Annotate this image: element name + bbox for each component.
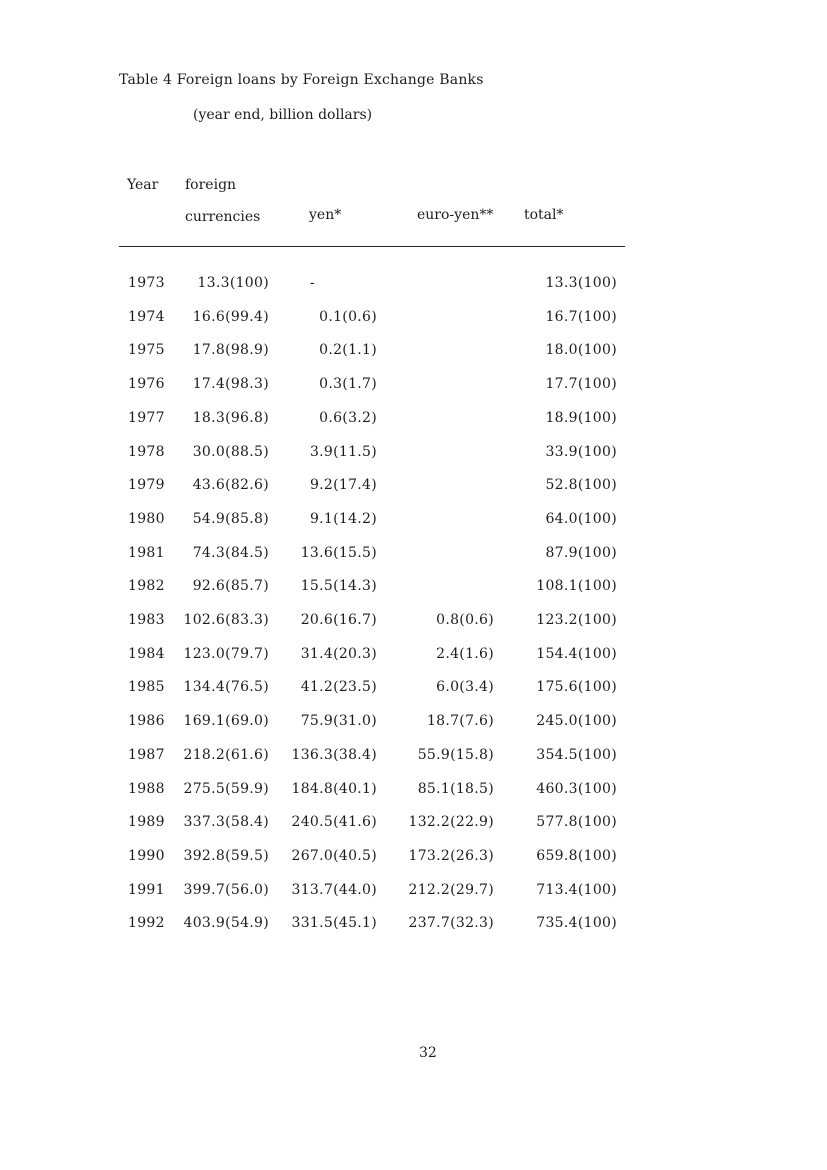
table-row — [0, 915, 827, 935]
table-row — [0, 679, 827, 699]
cell-foreign-currencies: 17.8(98.9) — [192, 342, 269, 358]
cell-total: 18.0(100) — [545, 342, 617, 358]
table-row — [0, 511, 827, 531]
cell-foreign-currencies: 43.6(82.6) — [192, 477, 269, 493]
table-row — [0, 781, 827, 801]
cell-euro-yen: 18.7(7.6) — [426, 713, 494, 729]
header-year: Year — [127, 177, 159, 193]
table-row — [0, 882, 827, 902]
cell-yen: 13.6(15.5) — [300, 545, 377, 561]
cell-yen: - — [310, 275, 316, 291]
cell-yen: 184.8(40.1) — [291, 781, 377, 797]
cell-total: 713.4(100) — [536, 882, 617, 898]
table-row — [0, 477, 827, 497]
cell-total: 659.8(100) — [536, 848, 617, 864]
cell-yen: 313.7(44.0) — [291, 882, 377, 898]
cell-yen: 267.0(40.5) — [291, 848, 377, 864]
cell-total: 108.1(100) — [536, 578, 617, 594]
cell-total: 17.7(100) — [545, 376, 617, 392]
cell-total: 64.0(100) — [545, 511, 617, 527]
table-row — [0, 848, 827, 868]
cell-total: 577.8(100) — [536, 814, 617, 830]
table-row — [0, 342, 827, 362]
table-row — [0, 275, 827, 295]
table-row — [0, 545, 827, 565]
cell-year: 1984 — [128, 646, 165, 662]
header-foreign-line2: currencies — [185, 209, 261, 225]
cell-foreign-currencies: 134.4(76.5) — [183, 679, 269, 695]
cell-total: 13.3(100) — [545, 275, 617, 291]
cell-year: 1985 — [128, 679, 165, 695]
cell-total: 87.9(100) — [545, 545, 617, 561]
cell-year: 1988 — [128, 781, 165, 797]
cell-yen: 3.9(11.5) — [309, 444, 377, 460]
table-row — [0, 747, 827, 767]
cell-euro-yen: 55.9(15.8) — [417, 747, 494, 763]
cell-yen: 136.3(38.4) — [291, 747, 377, 763]
header-foreign-line1: foreign — [185, 177, 237, 193]
cell-year: 1986 — [128, 713, 165, 729]
table-row — [0, 410, 827, 430]
cell-year: 1977 — [128, 410, 165, 426]
table-title: Table 4 Foreign loans by Foreign Exchange Banks — [119, 72, 484, 88]
cell-year: 1983 — [128, 612, 165, 628]
cell-yen: 331.5(45.1) — [291, 915, 377, 931]
cell-euro-yen: 212.2(29.7) — [408, 882, 494, 898]
cell-foreign-currencies: 13.3(100) — [197, 275, 269, 291]
cell-yen: 0.6(3.2) — [319, 410, 377, 426]
table-row — [0, 612, 827, 632]
cell-yen: 31.4(20.3) — [300, 646, 377, 662]
cell-year: 1976 — [128, 376, 165, 392]
cell-year: 1975 — [128, 342, 165, 358]
cell-yen: 0.2(1.1) — [319, 342, 377, 358]
cell-total: 175.6(100) — [536, 679, 617, 695]
cell-year: 1982 — [128, 578, 165, 594]
header-total: total* — [524, 207, 564, 223]
table-row — [0, 376, 827, 396]
cell-foreign-currencies: 392.8(59.5) — [183, 848, 269, 864]
table-row — [0, 309, 827, 329]
table-row — [0, 646, 827, 666]
cell-yen: 240.5(41.6) — [291, 814, 377, 830]
cell-total: 245.0(100) — [536, 713, 617, 729]
cell-total: 52.8(100) — [545, 477, 617, 493]
cell-foreign-currencies: 123.0(79.7) — [183, 646, 269, 662]
cell-foreign-currencies: 102.6(83.3) — [183, 612, 269, 628]
cell-total: 18.9(100) — [545, 410, 617, 426]
cell-foreign-currencies: 169.1(69.0) — [183, 713, 269, 729]
table-subtitle: (year end, billion dollars) — [193, 107, 373, 123]
header-rule — [119, 246, 625, 247]
cell-euro-yen: 85.1(18.5) — [417, 781, 494, 797]
cell-foreign-currencies: 18.3(96.8) — [192, 410, 269, 426]
cell-foreign-currencies: 92.6(85.7) — [192, 578, 269, 594]
table-row — [0, 444, 827, 464]
cell-yen: 0.3(1.7) — [319, 376, 377, 392]
cell-year: 1989 — [128, 814, 165, 830]
cell-foreign-currencies: 403.9(54.9) — [183, 915, 269, 931]
cell-year: 1973 — [128, 275, 165, 291]
cell-year: 1981 — [128, 545, 165, 561]
cell-year: 1991 — [128, 882, 165, 898]
table-row — [0, 578, 827, 598]
cell-foreign-currencies: 17.4(98.3) — [192, 376, 269, 392]
cell-foreign-currencies: 337.3(58.4) — [183, 814, 269, 830]
cell-total: 735.4(100) — [536, 915, 617, 931]
cell-euro-yen: 132.2(22.9) — [408, 814, 494, 830]
cell-yen: 0.1(0.6) — [319, 309, 377, 325]
cell-yen: 20.6(16.7) — [300, 612, 377, 628]
header-yen: yen* — [309, 207, 342, 223]
table-row — [0, 814, 827, 834]
cell-euro-yen: 173.2(26.3) — [408, 848, 494, 864]
cell-yen: 75.9(31.0) — [300, 713, 377, 729]
cell-euro-yen: 237.7(32.3) — [408, 915, 494, 931]
cell-foreign-currencies: 218.2(61.6) — [183, 747, 269, 763]
cell-total: 16.7(100) — [545, 309, 617, 325]
cell-foreign-currencies: 54.9(85.8) — [192, 511, 269, 527]
cell-year: 1978 — [128, 444, 165, 460]
cell-total: 123.2(100) — [536, 612, 617, 628]
cell-year: 1987 — [128, 747, 165, 763]
cell-yen: 15.5(14.3) — [300, 578, 377, 594]
cell-total: 460.3(100) — [536, 781, 617, 797]
cell-total: 154.4(100) — [536, 646, 617, 662]
cell-euro-yen: 0.8(0.6) — [436, 612, 494, 628]
cell-total: 354.5(100) — [536, 747, 617, 763]
cell-yen: 9.2(17.4) — [309, 477, 377, 493]
table-row — [0, 713, 827, 733]
cell-foreign-currencies: 30.0(88.5) — [192, 444, 269, 460]
cell-year: 1980 — [128, 511, 165, 527]
cell-year: 1974 — [128, 309, 165, 325]
cell-euro-yen: 6.0(3.4) — [436, 679, 494, 695]
cell-yen: 41.2(23.5) — [300, 679, 377, 695]
cell-yen: 9.1(14.2) — [309, 511, 377, 527]
cell-foreign-currencies: 16.6(99.4) — [192, 309, 269, 325]
cell-foreign-currencies: 399.7(56.0) — [183, 882, 269, 898]
cell-year: 1992 — [128, 915, 165, 931]
cell-euro-yen: 2.4(1.6) — [436, 646, 494, 662]
header-euro-yen: euro-yen** — [417, 207, 494, 223]
cell-foreign-currencies: 74.3(84.5) — [192, 545, 269, 561]
cell-year: 1979 — [128, 477, 165, 493]
cell-foreign-currencies: 275.5(59.9) — [183, 781, 269, 797]
cell-total: 33.9(100) — [545, 444, 617, 460]
page-number: 32 — [419, 1045, 437, 1061]
cell-year: 1990 — [128, 848, 165, 864]
